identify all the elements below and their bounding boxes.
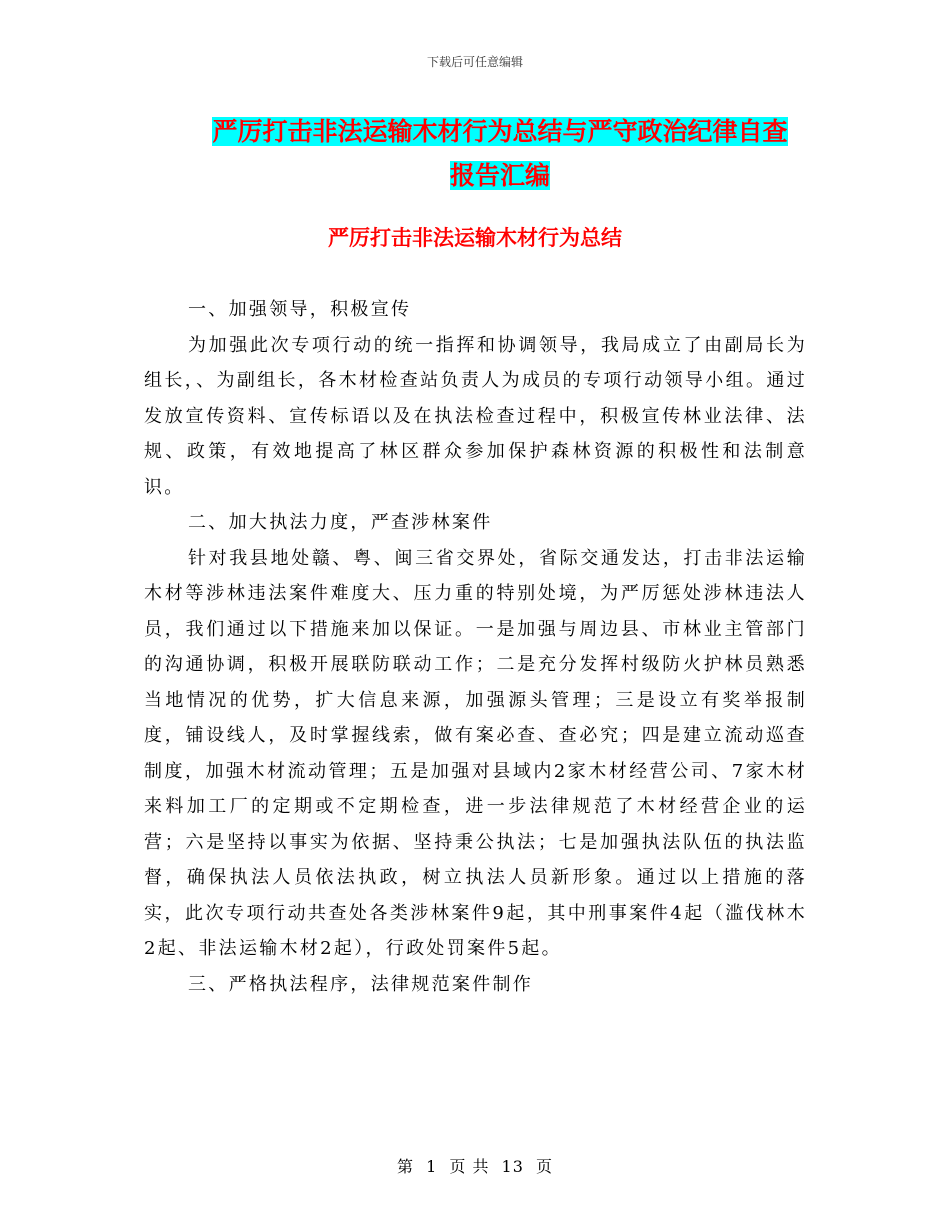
heading-3: 三、严格执法程序，法律规范案件制作: [188, 973, 534, 995]
page-footer: [0, 1154, 950, 1177]
heading-1: 一、加强领导，积极宣传: [188, 299, 412, 320]
paragraph-1: 为加强此次专项行动的统一指挥和协调领导，我局成立了由副局长为组长，、为副组长，各木材检查站负责人为成员的专项行动领导小组。通过发放宣传资料、宣传标语以及在执法检查过程中，积极宣传林业法律、法规、政策，有效地提高了林区群众参加保护森林资源的积极性和法制意识。: [144, 334, 807, 498]
footer-total-pages: 13: [501, 1157, 524, 1176]
title-line-1: 严厉打击非法运输木材行为总结与严守政治纪律自查: [212, 117, 788, 146]
footer-suffix: 页: [536, 1157, 554, 1176]
section-title: 严厉打击非法运输木材行为总结: [328, 226, 622, 250]
paragraph-2: 针对我县地处赣、粤、闽三省交界处，省际交通发达，打击非法运输木材等涉林违法案件难度大、压力重的特别处境，为严厉惩处涉林违法人员，我们通过以下措施来加以保证。一是加强与周边县、市林业主管部门的沟通协调，积极开展联防联动工作；二是充分发挥村级防火护林员熟悉当地情况的优势，扩大信息来源，加强源头管理；三是设立有奖举报制度，铺设线人，及时掌握线索，做有案必查、查必究；四是建立流动巡查制度，加强木材流动管理；五是加强对县域内2家木材经营公司、7家木材来料加工厂的定期或不定期检查，进一步法律规范了木材经营企业的运营；六是坚持以事实为依据、坚持秉公执法；七是加强执法队伍的执法监督，确保执法人员依法执政，树立执法人员新形象。通过以上措施的落实，此次专项行动共查处各类涉林案件9起，其中刑事案件4起（滥伐林木2起、非法运输木材2起），行政处罚案件5起。: [144, 547, 807, 959]
footer-middle: 页 共: [449, 1157, 490, 1176]
document-body: [144, 292, 807, 1002]
footer-page-number: 1: [426, 1157, 438, 1176]
footer-prefix: 第: [396, 1157, 414, 1176]
heading-2: 二、加大执法力度，严查涉林案件: [188, 512, 493, 533]
document-title: [185, 110, 815, 198]
header-note: 下载后可任意编辑: [426, 55, 523, 69]
title-line-2: 报告汇编: [449, 161, 550, 190]
